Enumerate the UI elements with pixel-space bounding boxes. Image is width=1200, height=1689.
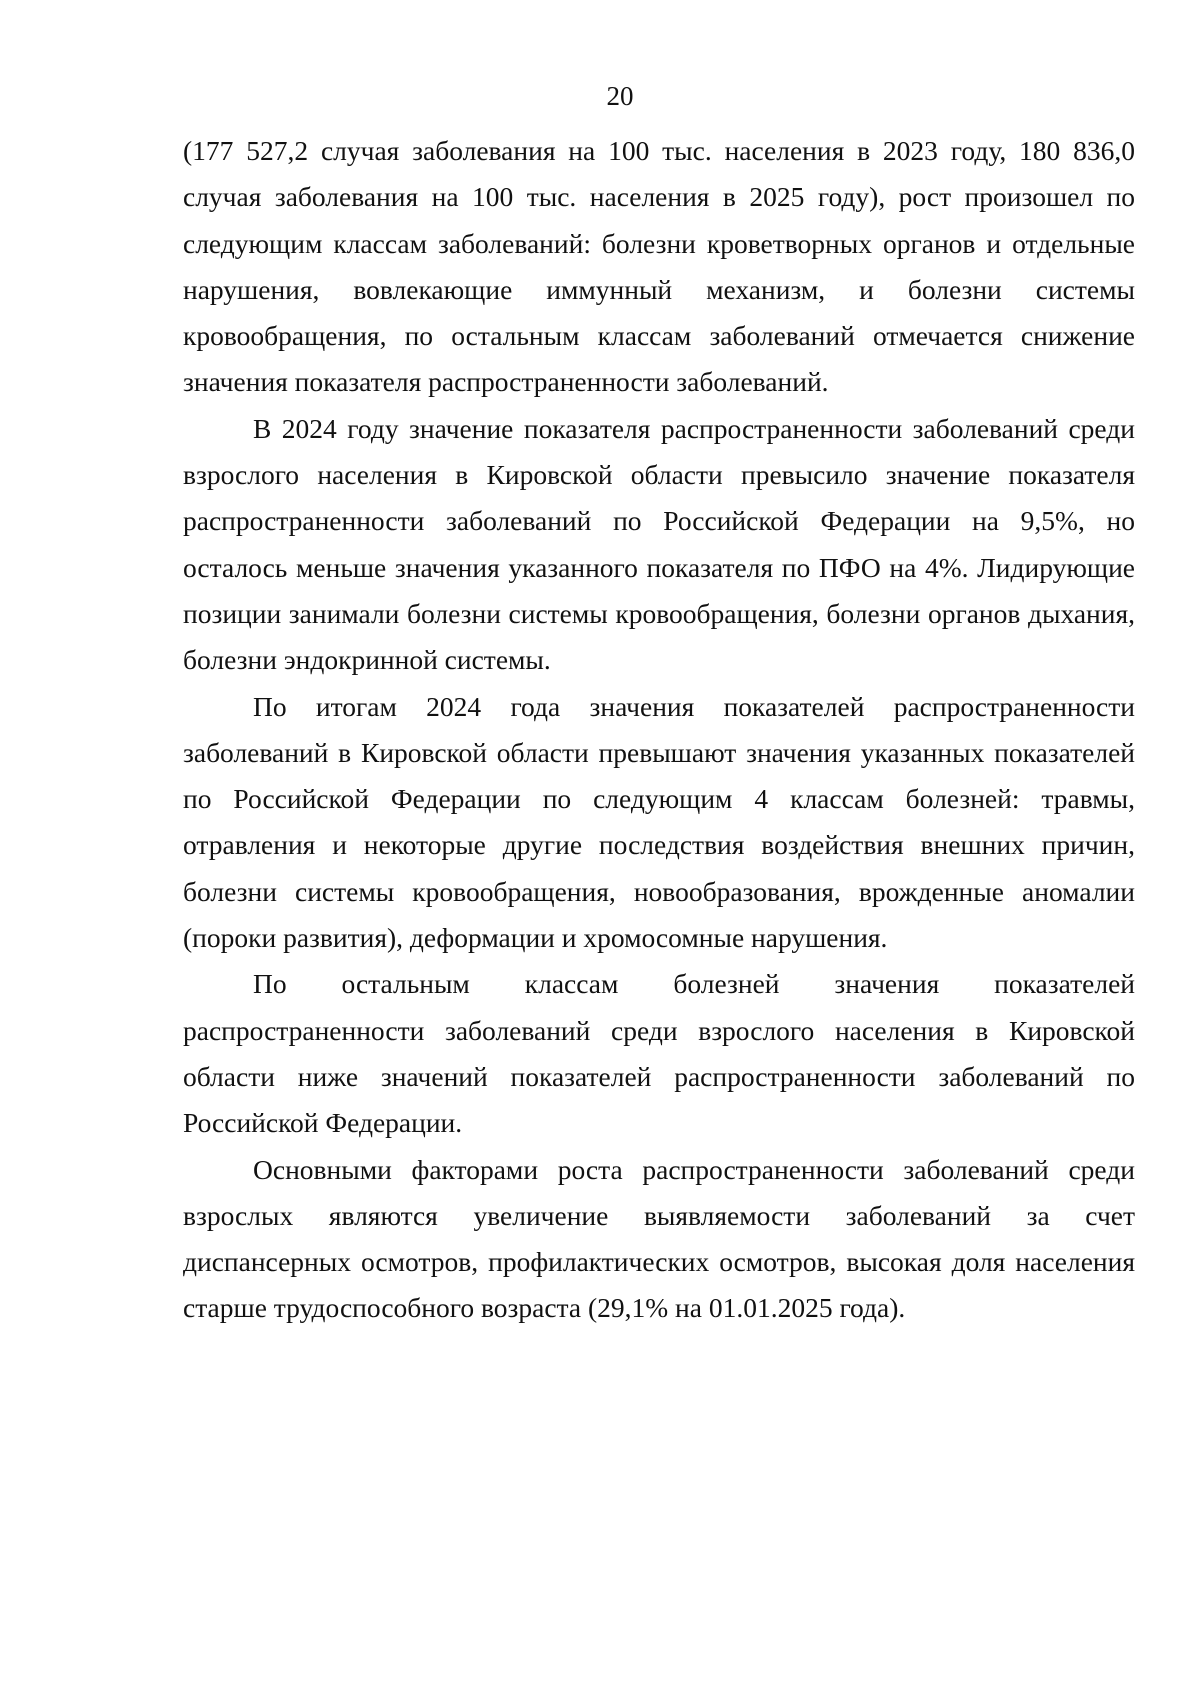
document-body [183,128,1135,1332]
paragraph-4: По остальным классам болезней значения показателей распространенности заболеваний среди взрослого населения в Кировской области ниже значений показателей распространенности заболеваний по Российской Федерации. [183,968,1135,1139]
paragraph-5: Основными факторами роста распространенности заболеваний среди взрослых являются увеличение выявляемости заболеваний за счет диспансерных осмотров, профилактических осмотров, высокая доля населения старше трудоспособного возраста (29,1% на 01.01.2025 года). [183,1153,1135,1324]
page-number: 20 [606,81,634,111]
paragraph-3: По итогам 2024 года значения показателей распространенности заболеваний в Кировской области превышают значения указанных показателей по Российской Федерации по следующим 4 классам болезней: травмы, отравления и некоторые другие последствия воздействия внешних причин, болезни системы кровообращения, новообразования, врожденные аномалии (пороки развития), деформации и хромосомные нарушения. [183,690,1135,954]
paragraph-2: В 2024 году значение показателя распространенности заболеваний среди взрослого населения в Кировской области превысило значение показателя распространенности заболеваний по Российской Федерации на 9,5%, но осталось меньше значения указанного показателя по ПФО на 4%. Лидирующие позиции занимали болезни системы кровообращения, болезни органов дыхания, болезни эндокринной системы. [183,412,1135,676]
paragraph-1: (177 527,2 случая заболевания на 100 тыс. населения в 2023 году, 180 836,0 случая заболевания на 100 тыс. населения в 2025 году), рост произошел по следующим классам заболеваний: болезни кроветворных органов и отдельные нарушения, вовлекающие иммунный механизм, и болезни системы кровообращения, по остальным классам заболеваний отмечается снижение значения показателя распространенности заболеваний. [183,135,1135,398]
